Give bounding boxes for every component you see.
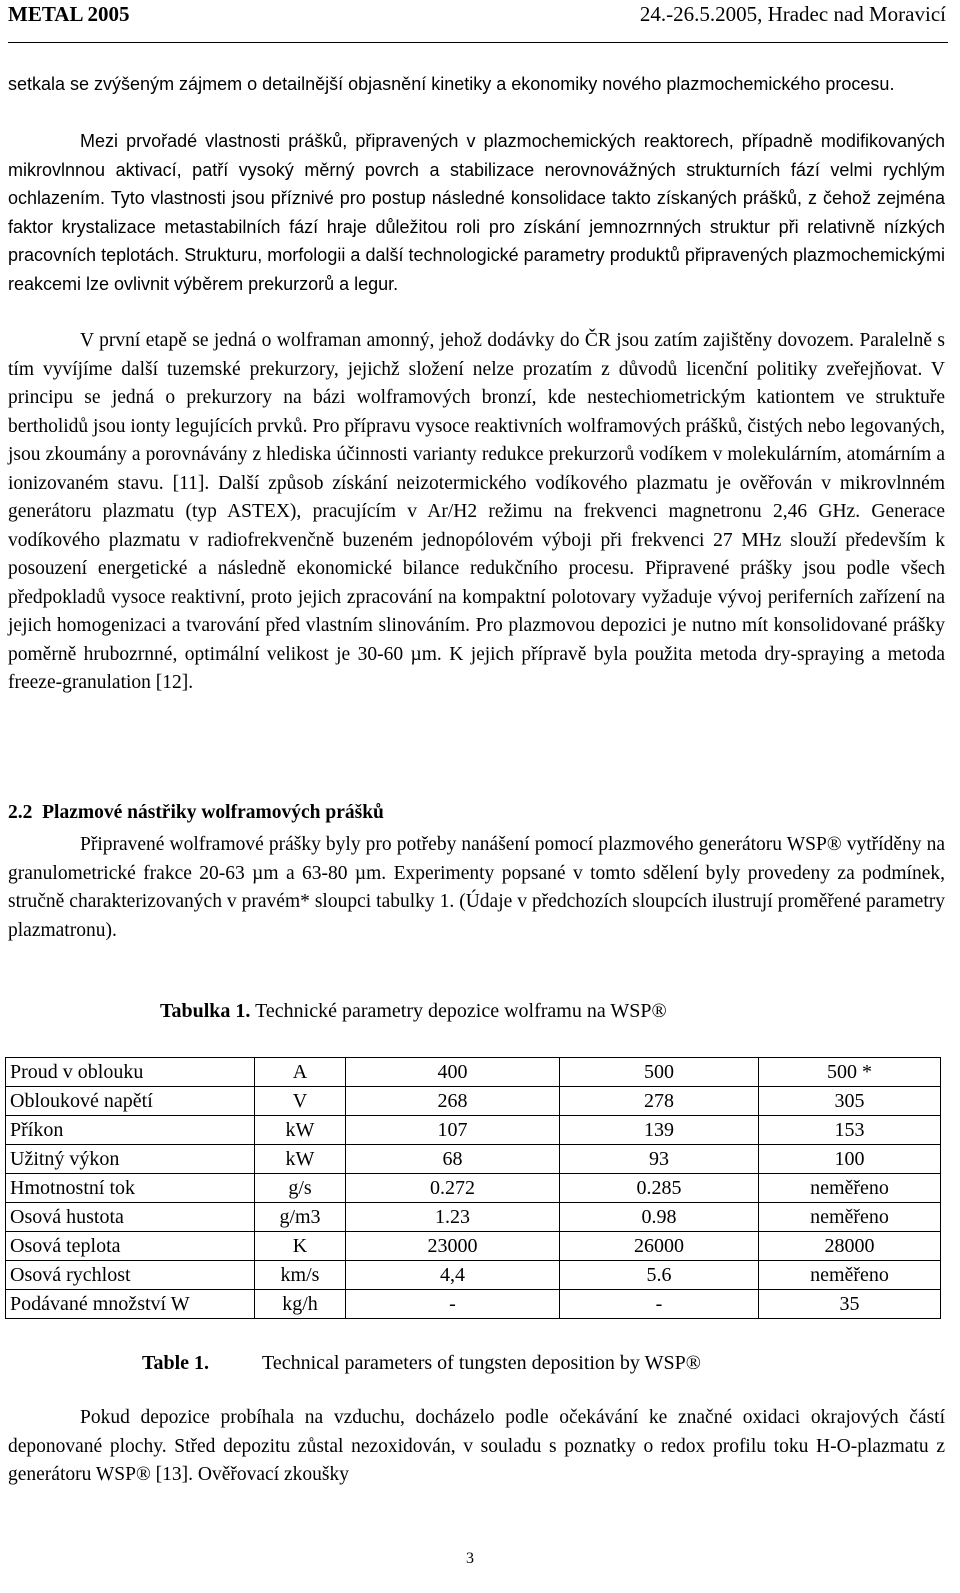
table-cell: 400 <box>346 1058 560 1087</box>
table-cell: 153 <box>759 1116 941 1145</box>
parameters-table <box>5 1057 941 1319</box>
table-row <box>6 1261 941 1290</box>
paragraph-properties: Mezi prvořadé vlastnosti prášků, připravených v plazmochemických reaktorech, případně modifikovaných mikrovlnnou aktivací, patří vysoký měrný povrch a stabilizace nerovnovážných strukturních fází velmi rychlým ochlazením. Tyto vlastnosti jsou příznivé pro postup následné konsolidace takto získaných prášků, z čehož zejména faktor krystalizace metastabilních fází hraje důležitou roli pro získání jemnozrnných struktur při relativně nízkých pracovních teplotách. Strukturu, morfologii a další technologické parametry produktů připravených plazmochemickými reakcemi lze ovlivnit výběrem prekurzorů a legur. <box>8 131 945 294</box>
table-cell: 268 <box>346 1087 560 1116</box>
table-cell: - <box>346 1290 560 1319</box>
table-caption-en-label: Table 1. <box>142 1352 210 1374</box>
table-row <box>6 1203 941 1232</box>
table-cell: 0.272 <box>346 1174 560 1203</box>
table-cell: 0.98 <box>560 1203 759 1232</box>
table-cell: 23000 <box>346 1232 560 1261</box>
table-cell: neměřeno <box>759 1261 941 1290</box>
paragraph-intro: setkala se zvýšeným zájmem o detailnější objasnění kinetiky a ekonomiky nového plazmochemického procesu. <box>8 74 895 94</box>
table-cell: 35 <box>759 1290 941 1319</box>
paragraph-precursors: V první etapě se jedná o wolframan amonný, jehož dodávky do ČR jsou zatím zajištěny dovozem. Paralelně s tím vyvíjíme další tuzemské prekurzory, jejichž složení nelze prozatím z důvodů licenční politiky zveřejňovat. V principu se jedná o prekurzory na bázi wolframových bronzí, kde nestechiometrickým kationtem ve struktuře bertholidů jsou ionty legujících prvků. Pro přípravu vysoce reaktivních wolframových prášků, čistých nebo legovaných, jsou zkoumány a porovnávány z hlediska účinnosti varianty redukce prekurzorů vodíkem v molekulárním, atomárním a ionizovaném stavu. [11]. Další způsob získání neizotermického vodíkového plazmatu je ověřován v mikrovlnném generátoru plazmatu (typ ASTEX), pracujícím v Ar/H2 režimu na frekvenci magnetronu 2,46 GHz. Generace vodíkového plazmatu v radiofrekvenčně buzeném jednopólovém výboji při frekvenci 27 MHz slouží především k posouzení energetické a následně ekonomické bilance redukčního procesu. Připravené prášky jsou podle všech předpokladů vysoce reaktivní, proto jejich zpracování na kompaktní polotovary vyžaduje vývoj periferních zařízení na jejich homogenizaci a tvarování před vlastním slinováním. Pro plazmovou depozici je nutno mít konsolidované prášky poměrně hrubozrnné, optimální velikost je 30-60 µm. K jejich přípravě byla použita metoda dry-spraying a metoda freeze-granulation [12]. <box>8 330 945 693</box>
table-cell: neměřeno <box>759 1203 941 1232</box>
table-row <box>6 1290 941 1319</box>
table-cell: g/m3 <box>255 1203 346 1232</box>
header-divider <box>8 42 948 43</box>
page-header <box>8 2 946 32</box>
table-cell: Příkon <box>6 1116 255 1145</box>
section-number: 2.2 <box>8 802 33 823</box>
conference-date-location: 24.-26.5.2005, Hradec nad Moravicí <box>639 2 946 26</box>
page-number: 3 <box>466 1550 474 1567</box>
table-cell: V <box>255 1087 346 1116</box>
table-caption-label: Tabulka 1. <box>160 1000 251 1022</box>
table-cell: g/s <box>255 1174 346 1203</box>
table-cell: - <box>560 1290 759 1319</box>
table-cell: Hmotnostní tok <box>6 1174 255 1203</box>
table-cell: Užitný výkon <box>6 1145 255 1174</box>
table-caption-en-text: Technical parameters of tungsten deposition by WSP® <box>262 1352 701 1374</box>
table-cell: Osová teplota <box>6 1232 255 1261</box>
table-cell: 500 <box>560 1058 759 1087</box>
table-cell: 93 <box>560 1145 759 1174</box>
paragraph-spraying: Připravené wolframové prášky byly pro potřeby nanášení pomocí plazmového generátoru WSP® vytříděny na granulometrické frakce 20-63 µm a 63-80 µm. Experimenty popsané v tomto sdělení byly provedeny za podmínek, stručně charakterizovaných v pravém* sloupci tabulky 1. (Údaje v předchozích sloupcích ilustrují proměřené parametry plazmatronu). <box>8 834 945 941</box>
table-cell: K <box>255 1232 346 1261</box>
table-row <box>6 1174 941 1203</box>
table-cell: 278 <box>560 1087 759 1116</box>
table-row <box>6 1058 941 1087</box>
table-cell: kW <box>255 1145 346 1174</box>
table-row <box>6 1145 941 1174</box>
table-cell: 1.23 <box>346 1203 560 1232</box>
table-cell: 5.6 <box>560 1261 759 1290</box>
table-cell: Podávané množství W <box>6 1290 255 1319</box>
table-cell: A <box>255 1058 346 1087</box>
table-cell: Osová hustota <box>6 1203 255 1232</box>
table-cell: 68 <box>346 1145 560 1174</box>
table-cell: 28000 <box>759 1232 941 1261</box>
table-cell: 500 * <box>759 1058 941 1087</box>
table-cell: 0.285 <box>560 1174 759 1203</box>
table-cell: Proud v oblouku <box>6 1058 255 1087</box>
table-cell: 4,4 <box>346 1261 560 1290</box>
table-cell: kW <box>255 1116 346 1145</box>
table-cell: 100 <box>759 1145 941 1174</box>
table-cell: Obloukové napětí <box>6 1087 255 1116</box>
table-row <box>6 1087 941 1116</box>
table-cell: 26000 <box>560 1232 759 1261</box>
table-cell: 305 <box>759 1087 941 1116</box>
conference-title: METAL 2005 <box>8 2 130 26</box>
table-caption-cz <box>160 1000 667 1023</box>
table-row <box>6 1232 941 1261</box>
table-cell: kg/h <box>255 1290 346 1319</box>
table-caption-text: Technické parametry depozice wolframu na WSP® <box>255 1000 667 1022</box>
section-title: Plazmové nástřiky wolframových prášků <box>42 802 384 823</box>
table-cell: 107 <box>346 1116 560 1145</box>
table-cell: neměřeno <box>759 1174 941 1203</box>
table-cell: Osová rychlost <box>6 1261 255 1290</box>
section-heading <box>8 802 384 824</box>
table-cell: km/s <box>255 1261 346 1290</box>
table-cell: 139 <box>560 1116 759 1145</box>
paragraph-oxidation: Pokud depozice probíhala na vzduchu, docházelo podle očekávání ke značné oxidaci okrajových částí deponované plochy. Střed depozitu zůstal nezoxidován, v souladu s poznatky o redox profilu toku H-O-plazmatu z generátoru WSP® [13]. Ověřovací zkoušky <box>8 1407 945 1485</box>
table-row <box>6 1116 941 1145</box>
